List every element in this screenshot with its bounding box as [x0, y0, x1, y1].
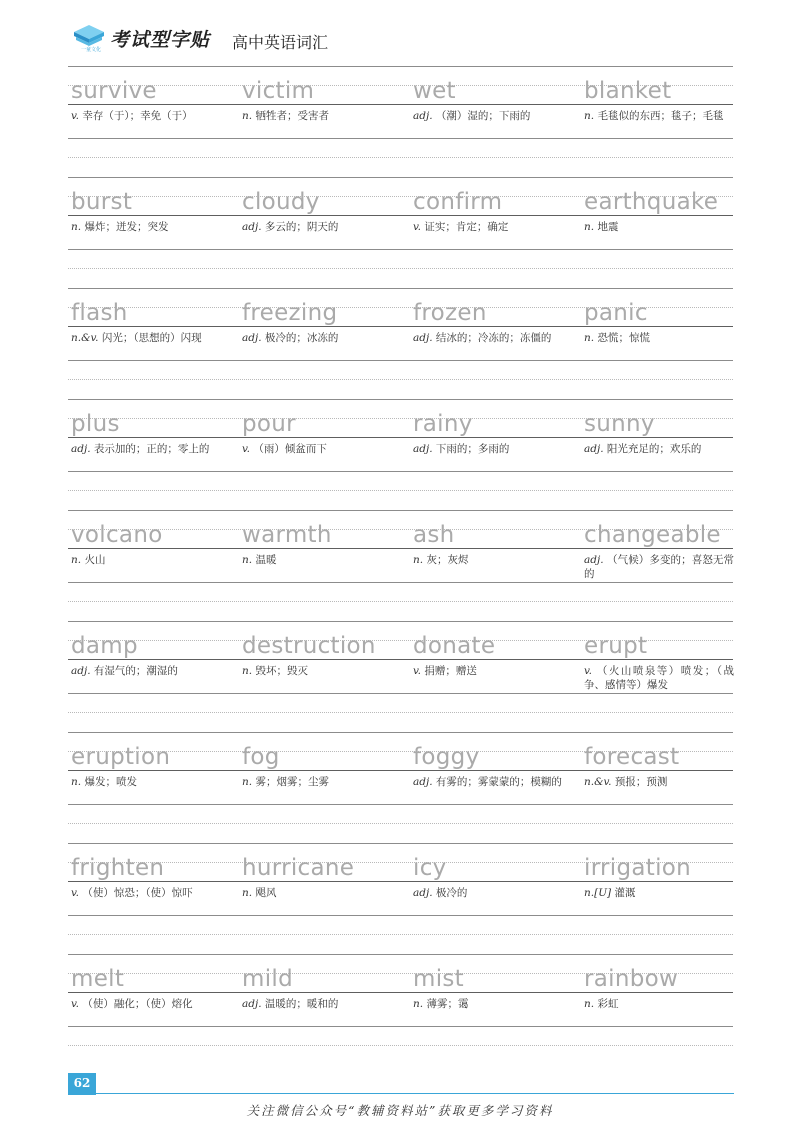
tracing-word: fog — [242, 744, 280, 770]
part-of-speech: adj. — [413, 110, 433, 122]
definition — [584, 331, 734, 345]
meaning: 极冷的；冰冻的 — [264, 332, 339, 344]
definition — [584, 220, 734, 234]
part-of-speech: n. — [242, 776, 253, 788]
vocab-entry — [239, 177, 395, 288]
page-subtitle: 高中英语词汇 — [232, 33, 329, 52]
vocab-entry — [68, 732, 224, 843]
part-of-speech: adj. — [71, 443, 91, 455]
tracing-word: plus — [71, 411, 120, 437]
brand-title: 考试型字贴 — [110, 29, 211, 51]
meaning: 温暖的；暖和的 — [264, 998, 339, 1010]
vocab-entry — [410, 843, 566, 954]
vocab-entry — [68, 510, 224, 621]
vocab-entry — [581, 732, 737, 843]
definition — [413, 997, 563, 1011]
meaning: 幸存（于）；幸免（于） — [82, 110, 193, 122]
vocab-entry — [239, 510, 395, 621]
vocab-entry — [68, 66, 224, 177]
tracing-word: victim — [242, 78, 315, 104]
meaning: 灌溉 — [614, 887, 636, 899]
vocab-row — [68, 843, 733, 954]
definition — [71, 886, 221, 900]
tracing-word: burst — [71, 189, 133, 215]
vocab-entry — [581, 621, 737, 732]
vocab-entry — [239, 732, 395, 843]
tracing-word: confirm — [413, 189, 503, 215]
tracing-word: ash — [413, 522, 455, 548]
definition — [413, 775, 563, 789]
meaning: 雾；烟雾；尘雾 — [255, 776, 329, 788]
part-of-speech: n. — [413, 998, 424, 1010]
meaning: 毛毯似的东西；毯子；毛毯 — [597, 110, 724, 122]
meaning: 捐赠；赠送 — [424, 665, 477, 677]
definition — [584, 664, 734, 692]
vocab-entry — [239, 954, 395, 1065]
page-number: 62 — [73, 1076, 91, 1090]
vocab-entry — [410, 954, 566, 1065]
meaning: 彩虹 — [597, 998, 619, 1010]
definition — [242, 775, 392, 789]
part-of-speech: v. — [413, 665, 422, 677]
tracing-word: forecast — [584, 744, 680, 770]
vocab-row — [68, 288, 733, 399]
definition — [584, 442, 734, 456]
tracing-word: frozen — [413, 300, 487, 326]
meaning: 结冰的；冷冻的；冻僵的 — [435, 332, 552, 344]
vocab-entry — [581, 843, 737, 954]
part-of-speech: adj. — [71, 665, 91, 677]
vocab-entry — [581, 954, 737, 1065]
definition — [71, 442, 221, 456]
definition — [584, 886, 734, 900]
part-of-speech: n. — [584, 998, 595, 1010]
part-of-speech: n. — [242, 110, 253, 122]
part-of-speech: n. — [71, 554, 82, 566]
vocab-entry — [68, 621, 224, 732]
vocab-entry — [410, 510, 566, 621]
tracing-word: freezing — [242, 300, 338, 326]
part-of-speech: n. — [584, 221, 595, 233]
definition — [413, 886, 563, 900]
vocab-entry — [581, 510, 737, 621]
definition — [413, 109, 563, 123]
vocab-row — [68, 954, 733, 1065]
meaning: 薄雾；霭 — [426, 998, 469, 1010]
vocab-entry — [410, 177, 566, 288]
meaning: 有雾的；雾蒙蒙的；模糊的 — [435, 776, 562, 788]
part-of-speech: adj. — [242, 221, 262, 233]
definition — [242, 220, 392, 234]
part-of-speech: n.&v. — [584, 776, 612, 788]
part-of-speech: v. — [71, 110, 80, 122]
definition — [242, 664, 392, 678]
tracing-word: earthquake — [584, 189, 719, 215]
definition — [242, 331, 392, 345]
part-of-speech: v. — [413, 221, 422, 233]
definition — [71, 997, 221, 1011]
tracing-word: flash — [71, 300, 128, 326]
part-of-speech: v. — [242, 443, 251, 455]
vocab-entry — [239, 399, 395, 510]
vocab-entry — [410, 66, 566, 177]
meaning: （火山喷泉等）喷发；（战争、感情等）爆发 — [584, 665, 734, 691]
vocab-entry — [581, 288, 737, 399]
tracing-word: wet — [413, 78, 456, 104]
tracing-word: destruction — [242, 633, 376, 659]
part-of-speech: n.[U] — [584, 887, 612, 899]
part-of-speech: n. — [413, 554, 424, 566]
definition — [413, 220, 563, 234]
meaning: 多云的；阴天的 — [264, 221, 339, 233]
tracing-word: rainbow — [584, 966, 679, 992]
part-of-speech: v. — [71, 887, 80, 899]
part-of-speech: adj. — [413, 443, 433, 455]
definition — [71, 109, 221, 123]
vocab-row — [68, 621, 733, 732]
book-stack-logo-icon — [72, 22, 106, 48]
meaning: 爆发；喷发 — [84, 776, 137, 788]
page-header — [0, 0, 800, 62]
tracing-word: changeable — [584, 522, 721, 548]
definition — [584, 109, 734, 123]
tracing-word: irrigation — [584, 855, 692, 881]
definition — [242, 997, 392, 1011]
meaning: （使）融化；（使）熔化 — [82, 998, 193, 1010]
vocab-row — [68, 66, 733, 177]
definition — [242, 886, 392, 900]
meaning: （气候）多变的；喜怒无常的 — [584, 554, 735, 580]
meaning: （潮）湿的；下雨的 — [435, 110, 531, 122]
definition — [413, 442, 563, 456]
vocab-entry — [410, 732, 566, 843]
tracing-word: damp — [71, 633, 138, 659]
tracing-word: foggy — [413, 744, 480, 770]
meaning: 温暖 — [255, 554, 277, 566]
vocab-entry — [410, 399, 566, 510]
definition — [413, 664, 563, 678]
tracing-word: volcano — [71, 522, 163, 548]
part-of-speech: adj. — [584, 554, 604, 566]
part-of-speech: n. — [242, 887, 253, 899]
part-of-speech: adj. — [584, 443, 604, 455]
definition — [413, 331, 563, 345]
definition — [71, 553, 221, 567]
tracing-word: erupt — [584, 633, 648, 659]
vocab-row — [68, 399, 733, 510]
tracing-word: mild — [242, 966, 293, 992]
tracing-word: panic — [584, 300, 648, 326]
part-of-speech: adj. — [242, 332, 262, 344]
vocab-entry — [68, 954, 224, 1065]
meaning: 恐慌；惊慌 — [597, 332, 650, 344]
tracing-word: melt — [71, 966, 125, 992]
meaning: 毁坏；毁灭 — [255, 665, 308, 677]
tracing-word: sunny — [584, 411, 655, 437]
tracing-word: mist — [413, 966, 464, 992]
meaning: 极冷的 — [435, 887, 468, 899]
footer-note: 关注微信公众号“教辅资料站”获取更多学习资料 — [246, 1103, 554, 1118]
vocab-entry — [239, 66, 395, 177]
footer-divider — [96, 1093, 734, 1094]
meaning: 火山 — [84, 554, 106, 566]
tracing-word: rainy — [413, 411, 473, 437]
part-of-speech: n. — [584, 332, 595, 344]
meaning: 预报；预测 — [614, 776, 668, 788]
meaning: 闪光；（思想的）闪现 — [101, 332, 202, 344]
meaning: 下雨的；多雨的 — [435, 443, 510, 455]
definition — [71, 664, 221, 678]
logo-caption: 一童文化 — [80, 47, 101, 53]
vocab-row — [68, 732, 733, 843]
vocab-entry — [239, 843, 395, 954]
tracing-word: cloudy — [242, 189, 320, 215]
definition — [242, 442, 392, 456]
vocab-entry — [68, 288, 224, 399]
meaning: （使）惊恐；（使）惊吓 — [82, 887, 193, 899]
part-of-speech: v. — [584, 665, 593, 677]
vocab-entry — [581, 399, 737, 510]
part-of-speech: n. — [242, 665, 253, 677]
definition — [71, 775, 221, 789]
tracing-word: blanket — [584, 78, 672, 104]
meaning: 证实；肯定；确定 — [424, 221, 509, 233]
part-of-speech: n. — [71, 221, 82, 233]
vocab-entry — [68, 177, 224, 288]
tracing-word: hurricane — [242, 855, 355, 881]
part-of-speech: adj. — [242, 998, 262, 1010]
tracing-word: donate — [413, 633, 496, 659]
definition — [584, 553, 734, 581]
tracing-word: eruption — [71, 744, 171, 770]
tracing-word: icy — [413, 855, 447, 881]
definition — [413, 553, 563, 567]
definition — [71, 220, 221, 234]
vocab-entry — [581, 66, 737, 177]
vocab-row — [68, 177, 733, 288]
part-of-speech: n. — [584, 110, 595, 122]
tracing-word: survive — [71, 78, 157, 104]
meaning: 爆炸；迸发；突发 — [84, 221, 169, 233]
vocab-entry — [410, 288, 566, 399]
part-of-speech: n. — [242, 554, 253, 566]
vocab-entry — [68, 399, 224, 510]
meaning: 飓风 — [255, 887, 277, 899]
meaning: 牺牲者；受害者 — [255, 110, 329, 122]
tracing-word: pour — [242, 411, 296, 437]
meaning: 灰；灰烬 — [426, 554, 469, 566]
vocab-entry — [581, 177, 737, 288]
part-of-speech: n.&v. — [71, 332, 99, 344]
part-of-speech: adj. — [413, 887, 433, 899]
meaning: （雨）倾盆而下 — [253, 443, 327, 455]
meaning: 表示加的；正的；零上的 — [93, 443, 210, 455]
definition — [584, 997, 734, 1011]
vocab-row — [68, 510, 733, 621]
part-of-speech: adj. — [413, 776, 433, 788]
vocab-entry — [239, 621, 395, 732]
definition — [584, 775, 734, 789]
vocab-entry — [239, 288, 395, 399]
tracing-word: frighten — [71, 855, 165, 881]
definition — [242, 109, 392, 123]
vocab-entry — [68, 843, 224, 954]
tracing-word: warmth — [242, 522, 332, 548]
definition — [242, 553, 392, 567]
vocab-entry — [410, 621, 566, 732]
definition — [71, 331, 221, 345]
meaning: 地震 — [597, 221, 619, 233]
part-of-speech: n. — [71, 776, 82, 788]
part-of-speech: v. — [71, 998, 80, 1010]
meaning: 有湿气的；潮湿的 — [93, 665, 178, 677]
meaning: 阳光充足的；欢乐的 — [606, 443, 702, 455]
part-of-speech: adj. — [413, 332, 433, 344]
